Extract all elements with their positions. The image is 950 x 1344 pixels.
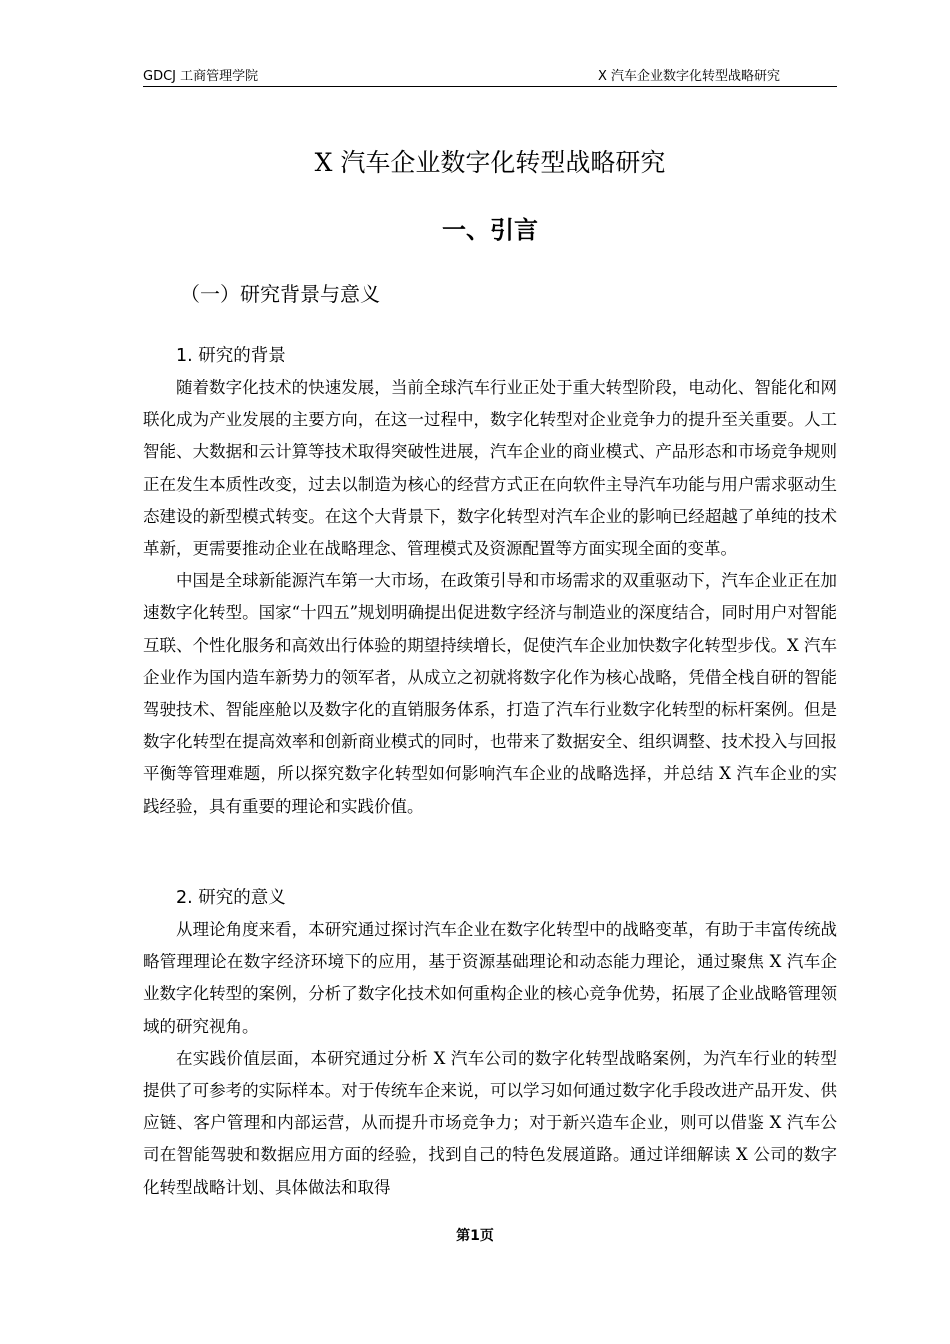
subsection-heading: 1. 研究的背景 [176, 346, 286, 366]
paragraph: 从理论角度来看，本研究通过探讨汽车企业在数字化转型中的战略变革，有助于丰富传统战略管理理论在数字经济环境下的应用，基于资源基础理论和动态能力理论，通过聚焦 X 汽车企业数字化转型的案例，分析了数字化技术如何重构企业的核心竞争优势，拓展了企业战略管理领域的研究视角。 [143, 920, 837, 1036]
subsection-significance [143, 882, 837, 1204]
section-heading: （一）研究背景与意义 [180, 282, 380, 306]
paragraph: 随着数字化技术的快速发展，当前全球汽车行业正处于重大转型阶段，电动化、智能化和网联化成为产业发展的主要方向，在这一过程中，数字化转型对企业竞争力的提升至关重要。人工智能、大数据和云计算等技术取得突破性进展，汽车企业的商业模式、产品形态和市场竞争规则正在发生本质性改变，过去以制造为核心的经营方式正在向软件主导汽车功能与用户需求驱动生态建设的新型模式转变。在这个大背景下，数字化转型对汽车企业的影响已经超越了单纯的技术革新，更需要推动企业在战略理念、管理模式及资源配置等方面实现全面的变革。 [143, 378, 837, 559]
paragraph: 在实践价值层面，本研究通过分析 X 汽车公司的数字化转型战略案例，为汽车行业的转型提供了可参考的实际样本。对于传统车企来说，可以学习如何通过数字化手段改进产品开发、供应链、客户管理和内部运营，从而提升市场竞争力；对于新兴造车企业，则可以借鉴 X 汽车公司在智能驾驶和数据应用方面的经验，找到自己的特色发展道路。通过详细解读 X 公司的数字化转型战略计划、具体做法和取得 [143, 1048, 837, 1197]
subsection-background [143, 340, 837, 823]
subsection-heading: 2. 研究的意义 [176, 888, 286, 908]
page-title: X 汽车企业数字化转型战略研究 [314, 148, 666, 177]
header-school-name: GDCJ 工商管理学院 [143, 69, 259, 84]
paragraph: 中国是全球新能源汽车第一大市场，在政策引导和市场需求的双重驱动下，汽车企业正在加速数字化转型。国家“十四五”规划明确提出促进数字经济与制造业的深度结合，同时用户对智能互联、个性化服务和高效出行体验的期望持续增长，促使汽车企业加快数字化转型步伐。X 汽车企业作为国内造车新势力的领军者，从成立之初就将数字化作为核心战略，凭借全栈自研的智能驾驶技术、智能座舱以及数字化的直销服务体系，打造了汽车行业数字化转型的标杆案例。但是数字化转型在提高效率和创新商业模式的同时，也带来了数据安全、组织调整、技术投入与回报平衡等管理难题，所以探究数字化转型如何影响汽车企业的战略选择，并总结 X 汽车企业的实践经验，具有重要的理论和实践价值。 [143, 571, 837, 816]
page-number: 第1页 [456, 1228, 494, 1244]
header-divider [143, 86, 837, 87]
header-document-title: X 汽车企业数字化转型战略研究 [597, 69, 780, 84]
chapter-heading: 一、引言 [442, 216, 538, 244]
